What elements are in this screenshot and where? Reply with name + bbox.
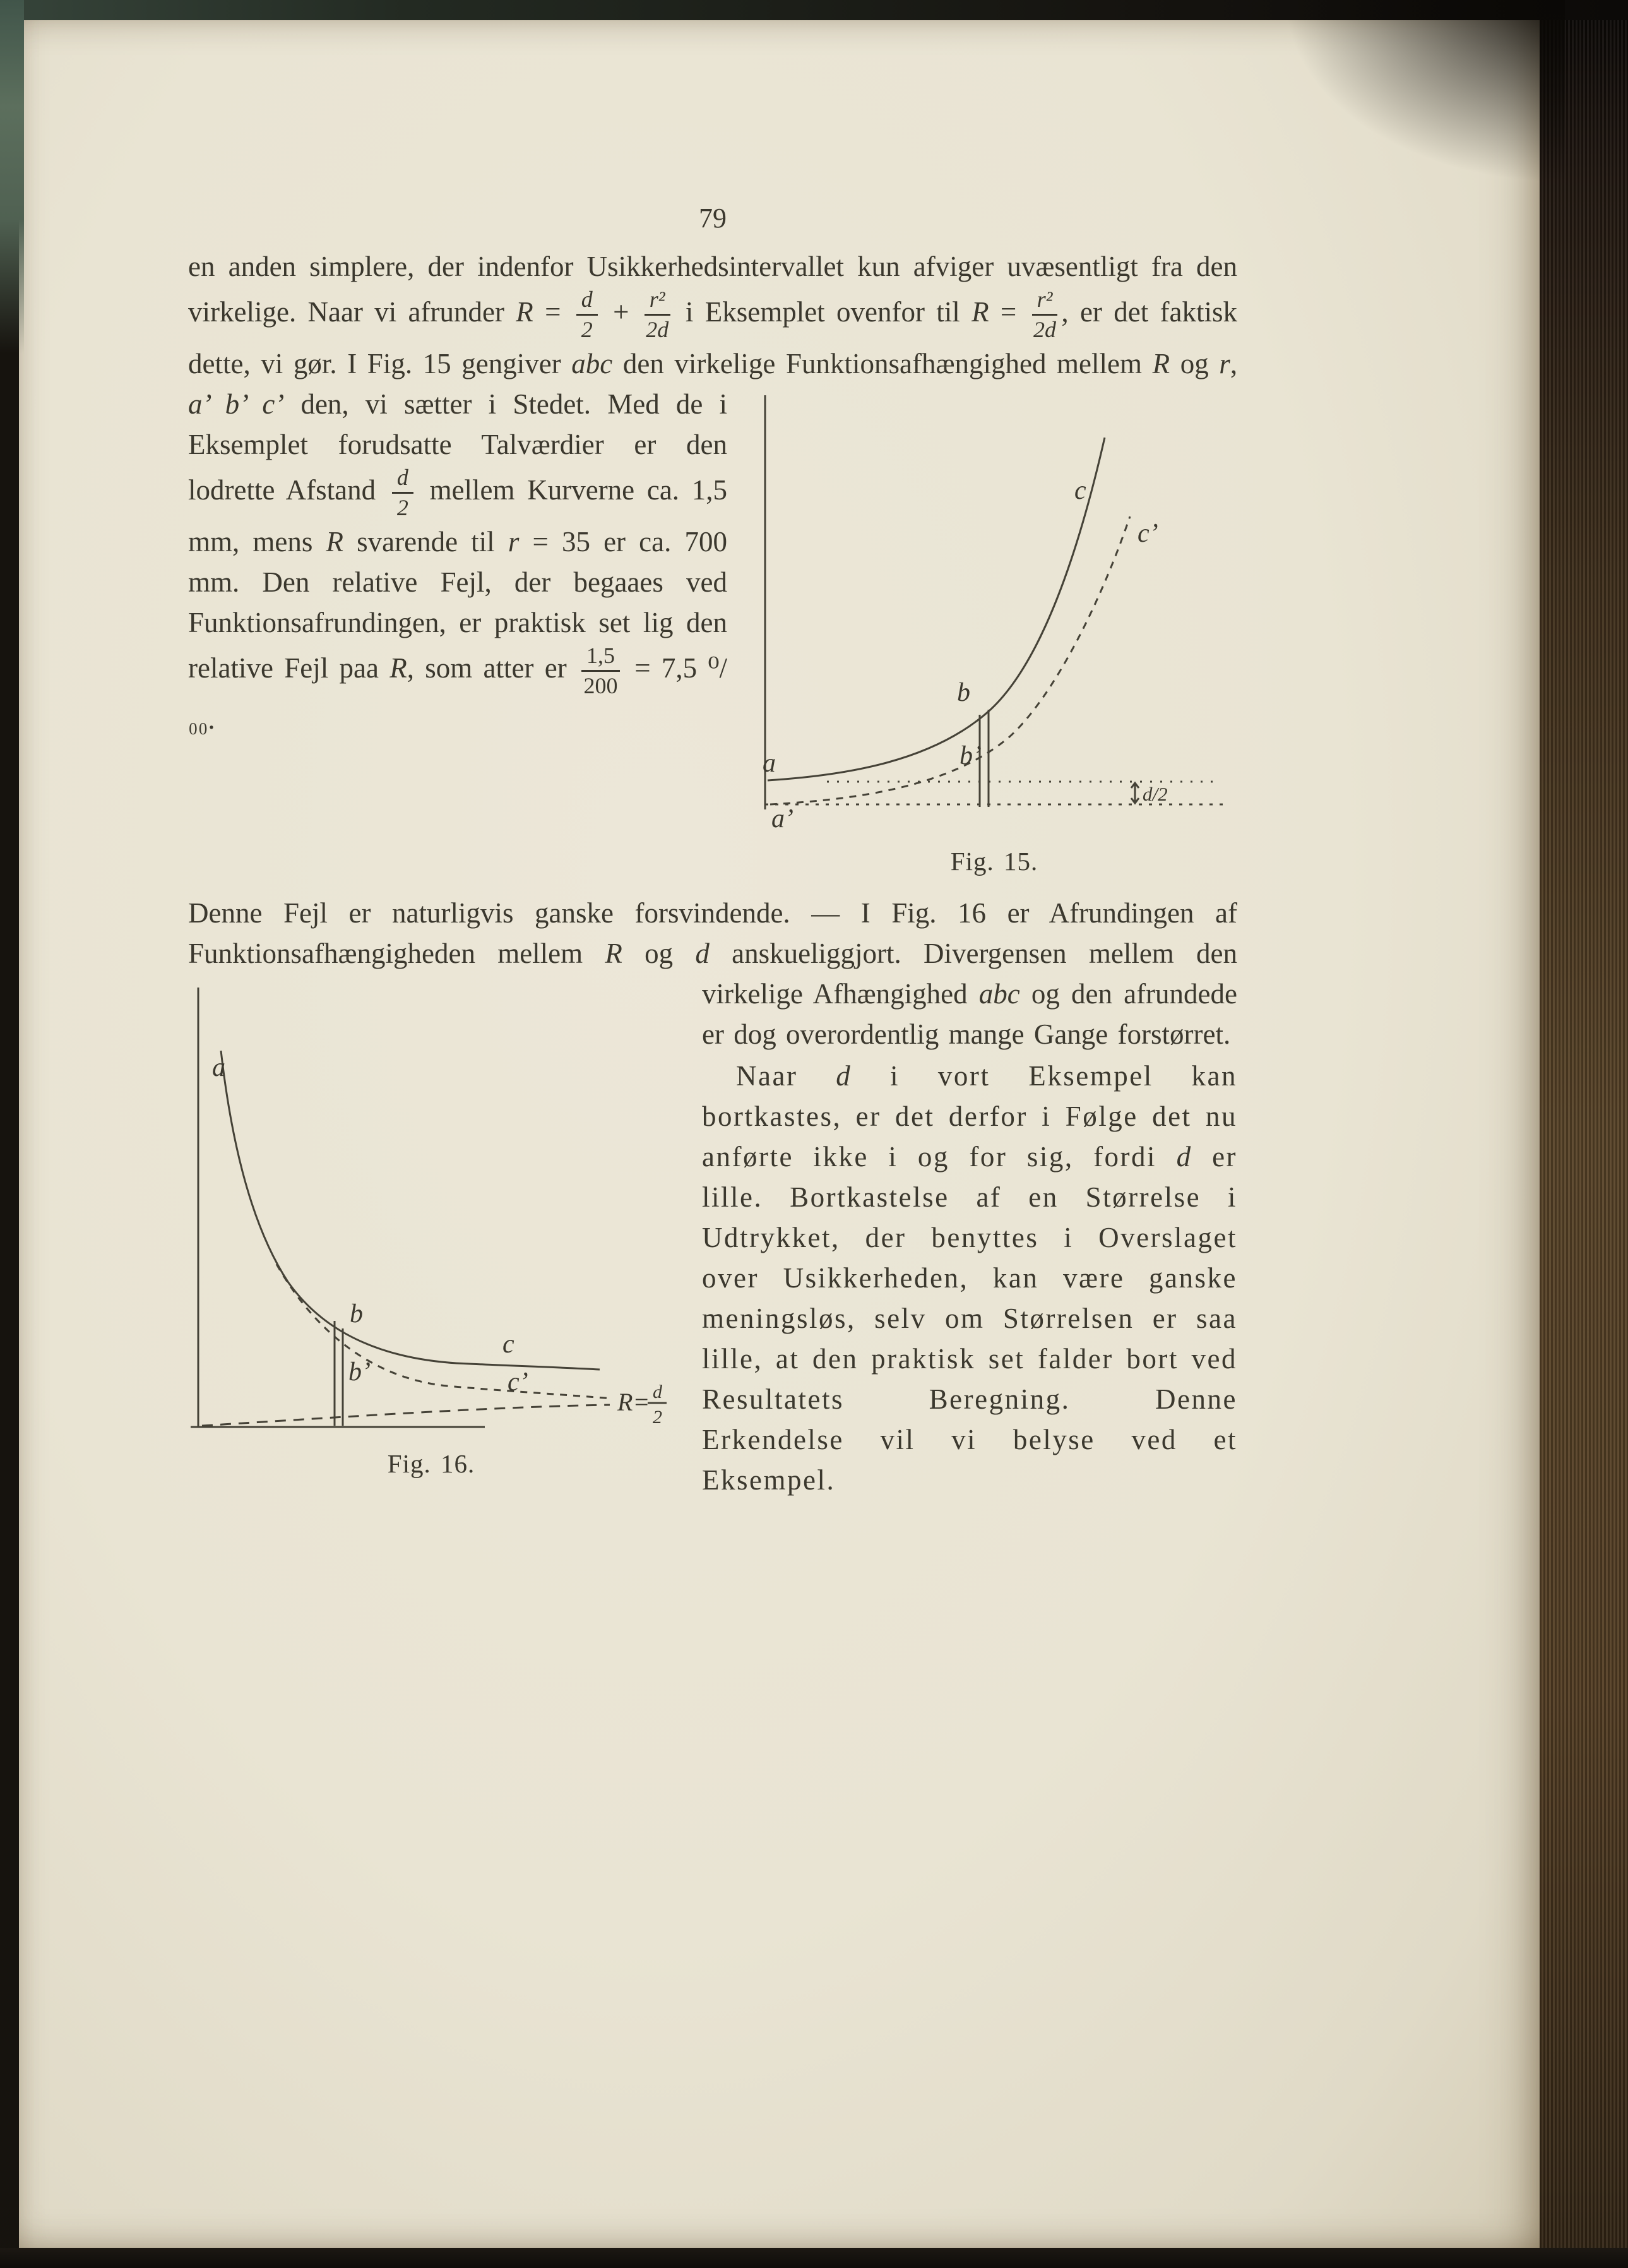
fraction-denominator: 2 — [581, 317, 593, 343]
math-var: R — [971, 296, 989, 328]
figure-16 — [188, 980, 674, 1484]
text-run: = 35 er ca. 700 mm. Den relative Fejl, der begaaes ved Funktionsafrundingen, er praktisk set lig den relative Fejl paa — [188, 525, 727, 684]
math-var: R — [605, 937, 622, 969]
fraction-numerator: d — [392, 465, 413, 494]
fig15-label-d-half: d/2 — [1143, 782, 1168, 805]
math-var: R — [1152, 347, 1170, 379]
fraction-denominator: 2d — [1033, 317, 1056, 343]
text-run: , — [1230, 347, 1238, 379]
fig16-label-b-prime: b’ — [348, 1357, 371, 1387]
text-run: = 7,5 ⁰/₀₀. — [188, 652, 727, 736]
text-run: og den afrundede er dog overordentlig mange Gange forstørret. — [702, 977, 1237, 1050]
text-run: Denne Fejl er naturligvis ganske forsvindende. — I Fig. 16 er Afrundingen af Funktionsafhængigheden mellem — [188, 897, 1237, 969]
fraction — [578, 643, 624, 700]
fraction — [641, 287, 674, 343]
fig16-curve-abc — [221, 1051, 600, 1370]
text-run: , som atter er — [407, 652, 567, 684]
fig16-label-R: R= — [617, 1387, 650, 1416]
figure-15-caption: Fig. 15. — [950, 846, 1038, 876]
fig15-label-b-prime: b’ — [960, 741, 982, 770]
text-run: den, vi sætter i Stedet. Med de i Eksemplet forudsatte Talværdier er den lodrette Afstand — [188, 388, 727, 506]
figure-15 — [751, 390, 1237, 881]
fraction-numerator: d — [576, 287, 598, 316]
text-run: er lille. Bortkastelse af en Størrelse i Udtrykket, der benyttes i Overslaget over Usikkerheden, kan være ganske meningsløs, selv om Størrelsen er saa lille, at den praktisk set falder bort ved Resultatets Beregning. Denne Erkendelse vil vi belyse ved et Eksempel. — [702, 1140, 1238, 1496]
fig16-plot — [188, 980, 674, 1435]
corner-shadow — [1274, 0, 1565, 189]
book-cover-edge — [0, 0, 24, 354]
math-var: a’ b’ c’ — [188, 388, 285, 420]
fig16-curve-abc-prime — [276, 1264, 612, 1399]
text-run: anskueliggjort. Divergensen mellem den virkelige Afhængighed — [702, 937, 1238, 1010]
fraction-numerator: 1,5 — [581, 643, 620, 672]
fig15-label-b: b — [957, 677, 970, 707]
page-content — [188, 246, 1237, 1500]
text-run: mellem Kurverne ca. 1,5 mm, mens — [188, 474, 728, 558]
fraction-numerator: r² — [645, 287, 670, 316]
fig16-lower-dashed-line — [202, 1405, 610, 1426]
fig15-label-a-prime: a’ — [771, 804, 793, 832]
text-run: svarende til — [357, 525, 495, 558]
fig15-label-c: c — [1074, 475, 1086, 505]
text-run: Naar — [736, 1059, 798, 1092]
math-var: d — [836, 1059, 852, 1092]
book-page — [19, 18, 1540, 2250]
fraction-denominator: 200 — [583, 672, 618, 698]
fig16-label-c-prime: c’ — [508, 1367, 528, 1397]
fraction-denominator: 2d — [646, 317, 669, 343]
math-var: R — [389, 652, 407, 684]
math-var: abc — [571, 347, 613, 379]
math-var: R — [326, 525, 343, 558]
book-bottom-edge — [0, 2248, 1628, 2268]
text-run: den virkelige Funktionsafhængighed — [622, 347, 1047, 379]
math-operator: = — [1000, 296, 1017, 328]
paragraph-1 — [188, 246, 1238, 876]
math-var: r — [508, 525, 520, 558]
fraction-numerator: r² — [1032, 287, 1058, 316]
fig15-curve-abc — [768, 438, 1105, 780]
fig16-label-a: a — [212, 1053, 225, 1082]
text-run: og — [645, 937, 674, 969]
fraction — [388, 465, 417, 522]
text-run: , er det faktisk dette, vi gør. I Fig. 15 gengiver — [188, 296, 1237, 379]
text-run: i vort Eksempel kan bortkastes, er det derfor i Følge det nu anførte ikke i og for sig, fordi — [702, 1059, 1237, 1173]
text-run: i Eksemplet ovenfor til — [685, 296, 960, 328]
fraction — [1028, 287, 1062, 343]
math-var: d — [1176, 1140, 1192, 1173]
math-var: abc — [978, 977, 1020, 1010]
fraction-denominator: 2 — [396, 495, 408, 521]
fig16-label-b: b — [350, 1299, 363, 1328]
text-run: en anden simplere, der indenfor Usikkerhedsintervallet kun afviger uvæsentligt fra den virkelige. Naar vi afrunder — [188, 251, 1237, 328]
fig15-label-a: a — [763, 748, 776, 778]
text-run: og — [1180, 347, 1209, 379]
fig15-curve-abc-prime — [770, 516, 1130, 804]
math-operator: + — [613, 296, 629, 328]
page-stack-edge — [1540, 0, 1628, 2268]
fig16-label-frac-num: d — [653, 1381, 662, 1402]
page-number: 79 — [699, 203, 727, 234]
figure-16-caption: Fig. 16. — [387, 1448, 475, 1478]
fig16-label-frac-den: 2 — [653, 1406, 662, 1428]
fig15-plot — [751, 390, 1237, 832]
math-var: d — [695, 937, 710, 969]
math-var: R — [516, 296, 533, 328]
text-run: mellem — [1057, 347, 1143, 379]
fraction — [573, 287, 602, 343]
fig16-label-c: c — [502, 1329, 514, 1359]
fig15-label-c-prime: c’ — [1138, 518, 1158, 548]
math-var: r — [1219, 347, 1230, 379]
math-operator: = — [545, 296, 561, 328]
